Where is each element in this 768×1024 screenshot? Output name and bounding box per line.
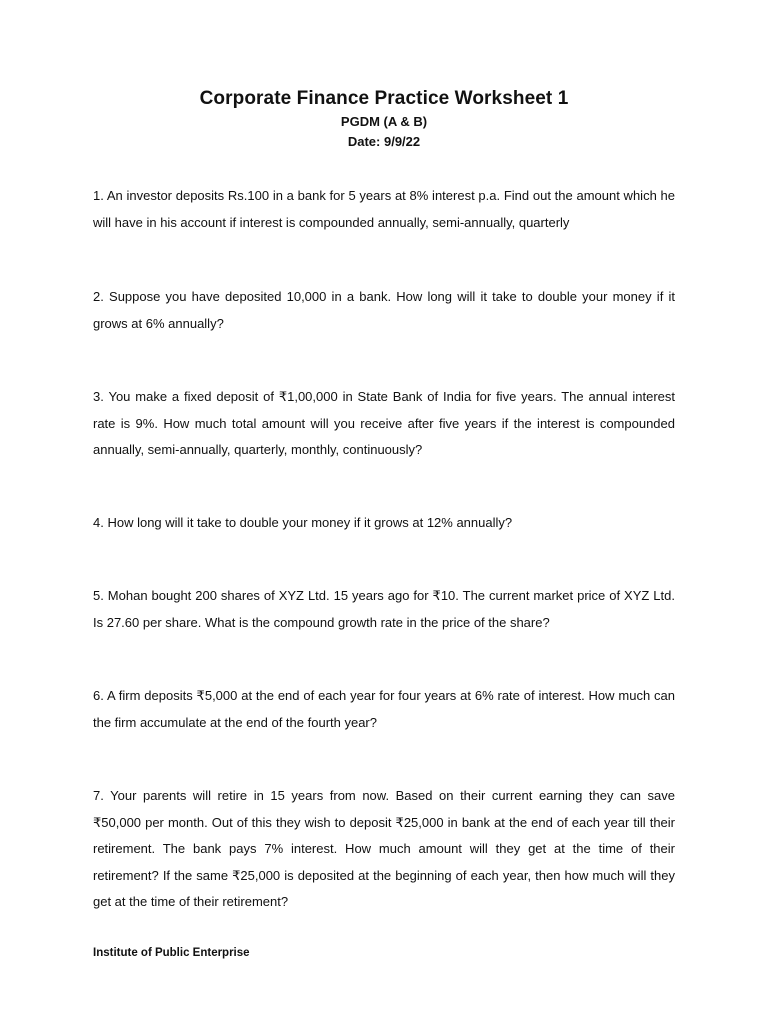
page-title: Corporate Finance Practice Worksheet 1	[199, 88, 569, 109]
program-subtitle: PGDM (A & B)	[340, 114, 428, 129]
question-1: 1. An investor deposits Rs.100 in a bank for 5 years at 8% interest p.a. Find out the amount which he will have in his account if interest is compounded annually, semi-annually, quarterly	[93, 188, 675, 230]
question-5: 5. Mohan bought 200 shares of XYZ Ltd. 15 years ago for ₹10. The current market price of XYZ Ltd. Is 27.60 per share. What is the compound growth rate in the price of the share?	[93, 588, 675, 630]
date-subtitle: Date: 9/9/22	[347, 134, 421, 149]
question-6: 6. A firm deposits ₹5,000 at the end of each year for four years at 6% rate of interest. How much can the firm accumulate at the end of the fourth year?	[93, 688, 675, 730]
footer-institute: Institute of Public Enterprise	[93, 947, 250, 959]
question-7: 7. Your parents will retire in 15 years from now. Based on their current earning they can save ₹50,000 per month. Out of this they wish to deposit ₹25,000 in bank at the end of each year till their retirement. The bank pays 7% interest. How much amount will they get at the time of their retirement? If the same ₹25,000 is deposited at the beginning of each year, then how much will they get at the time of their retirement?	[93, 788, 675, 909]
question-3: 3. You make a fixed deposit of ₹1,00,000 in State Bank of India for five years. The annual interest rate is 9%. How much total amount will you receive after five years if the interest is compounded annually, semi-annually, quarterly, monthly, continuously?	[93, 389, 675, 457]
question-2: 2. Suppose you have deposited 10,000 in a bank. How long will it take to double your money if it grows at 6% annually?	[93, 289, 675, 331]
question-4: 4. How long will it take to double your money if it grows at 12% annually?	[93, 515, 513, 530]
